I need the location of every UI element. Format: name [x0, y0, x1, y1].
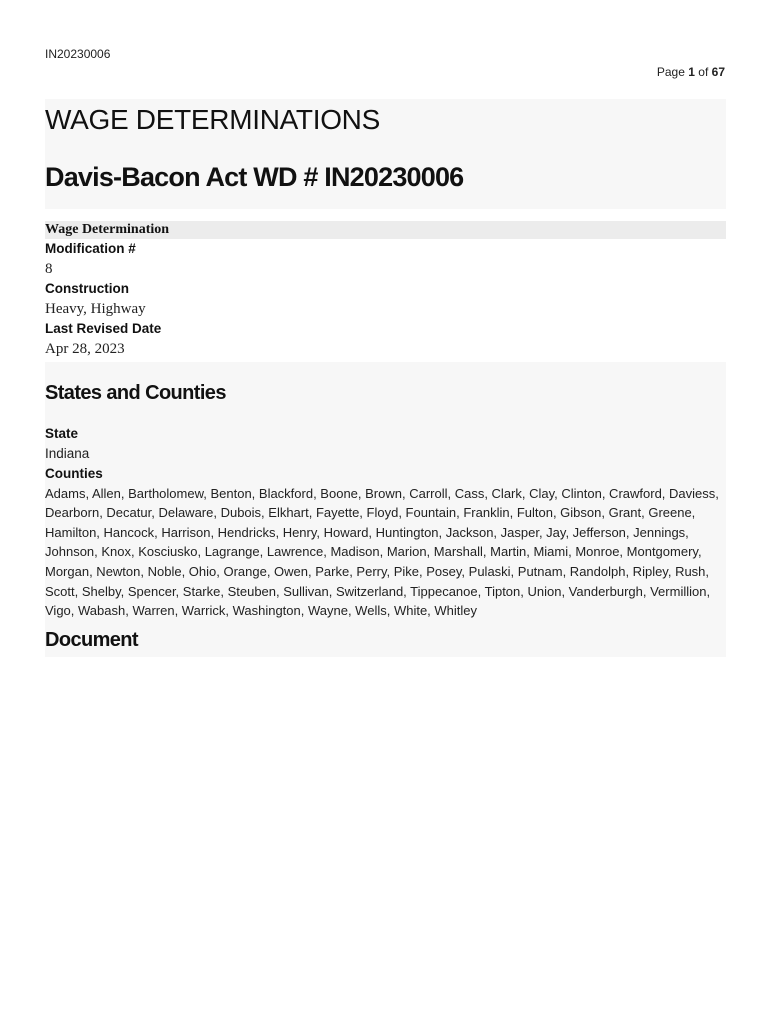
document-content	[45, 99, 726, 657]
counties-list: Adams, Allen, Bartholomew, Benton, Blackford, Boone, Brown, Carroll, Cass, Clark, Clay, Clinton, Crawford, Daviess, Dearborn, Decatur, Delaware, Dubois, Elkhart, Fayette, Floyd, Fountain, Franklin, Fulton, Gibson, Grant, Greene, Hamilton, Hancock, Harrison, Hendricks, Henry, Howard, Huntington, Jackson, Jasper, Jay, Jefferson, Jennings, Johnson, Knox, Kosciusko, Lagrange, Lawrence, Madison, Marion, Marshall, Martin, Miami, Monroe, Montgomery, Morgan, Newton, Noble, Ohio, Orange, Owen, Parke, Perry, Pike, Posey, Pulaski, Putnam, Randolph, Ripley, Rush, Scott, Shelby, Spencer, Starke, Steuben, Sullivan, Switzerland, Tippecanoe, Tipton, Union, Vanderburgh, Vermillion, Vigo, Wabash, Warren, Warrick, Washington, Wayne, Wells, White, Whitley	[45, 485, 719, 619]
page-total: 67	[711, 65, 725, 79]
document-id: IN20230006	[45, 47, 111, 61]
state-value: Indiana	[45, 446, 90, 461]
title-block	[45, 99, 726, 209]
states-counties-section	[45, 362, 726, 657]
counties-label: Counties	[45, 465, 103, 481]
construction-value: Heavy, Highway	[45, 301, 146, 317]
state-label: State	[45, 426, 79, 441]
modification-value: 8	[45, 261, 53, 277]
page-indicator	[657, 65, 725, 79]
page-current: 1	[688, 65, 695, 79]
wd-title: Davis-Bacon Act WD # IN20230006	[45, 162, 464, 192]
construction-label: Construction	[45, 281, 129, 296]
document-section-title: Document	[45, 628, 138, 651]
last-revised-label: Last Revised Date	[45, 321, 162, 336]
last-revised-value: Apr 28, 2023	[45, 341, 125, 357]
modification-label: Modification #	[45, 241, 136, 256]
page-prefix: Page	[656, 65, 685, 79]
states-counties-title: States and Counties	[45, 382, 226, 404]
wage-determination-label: Wage Determination	[45, 221, 726, 239]
page-title: WAGE DETERMINATIONS	[45, 104, 380, 135]
page-of: of	[698, 65, 709, 79]
